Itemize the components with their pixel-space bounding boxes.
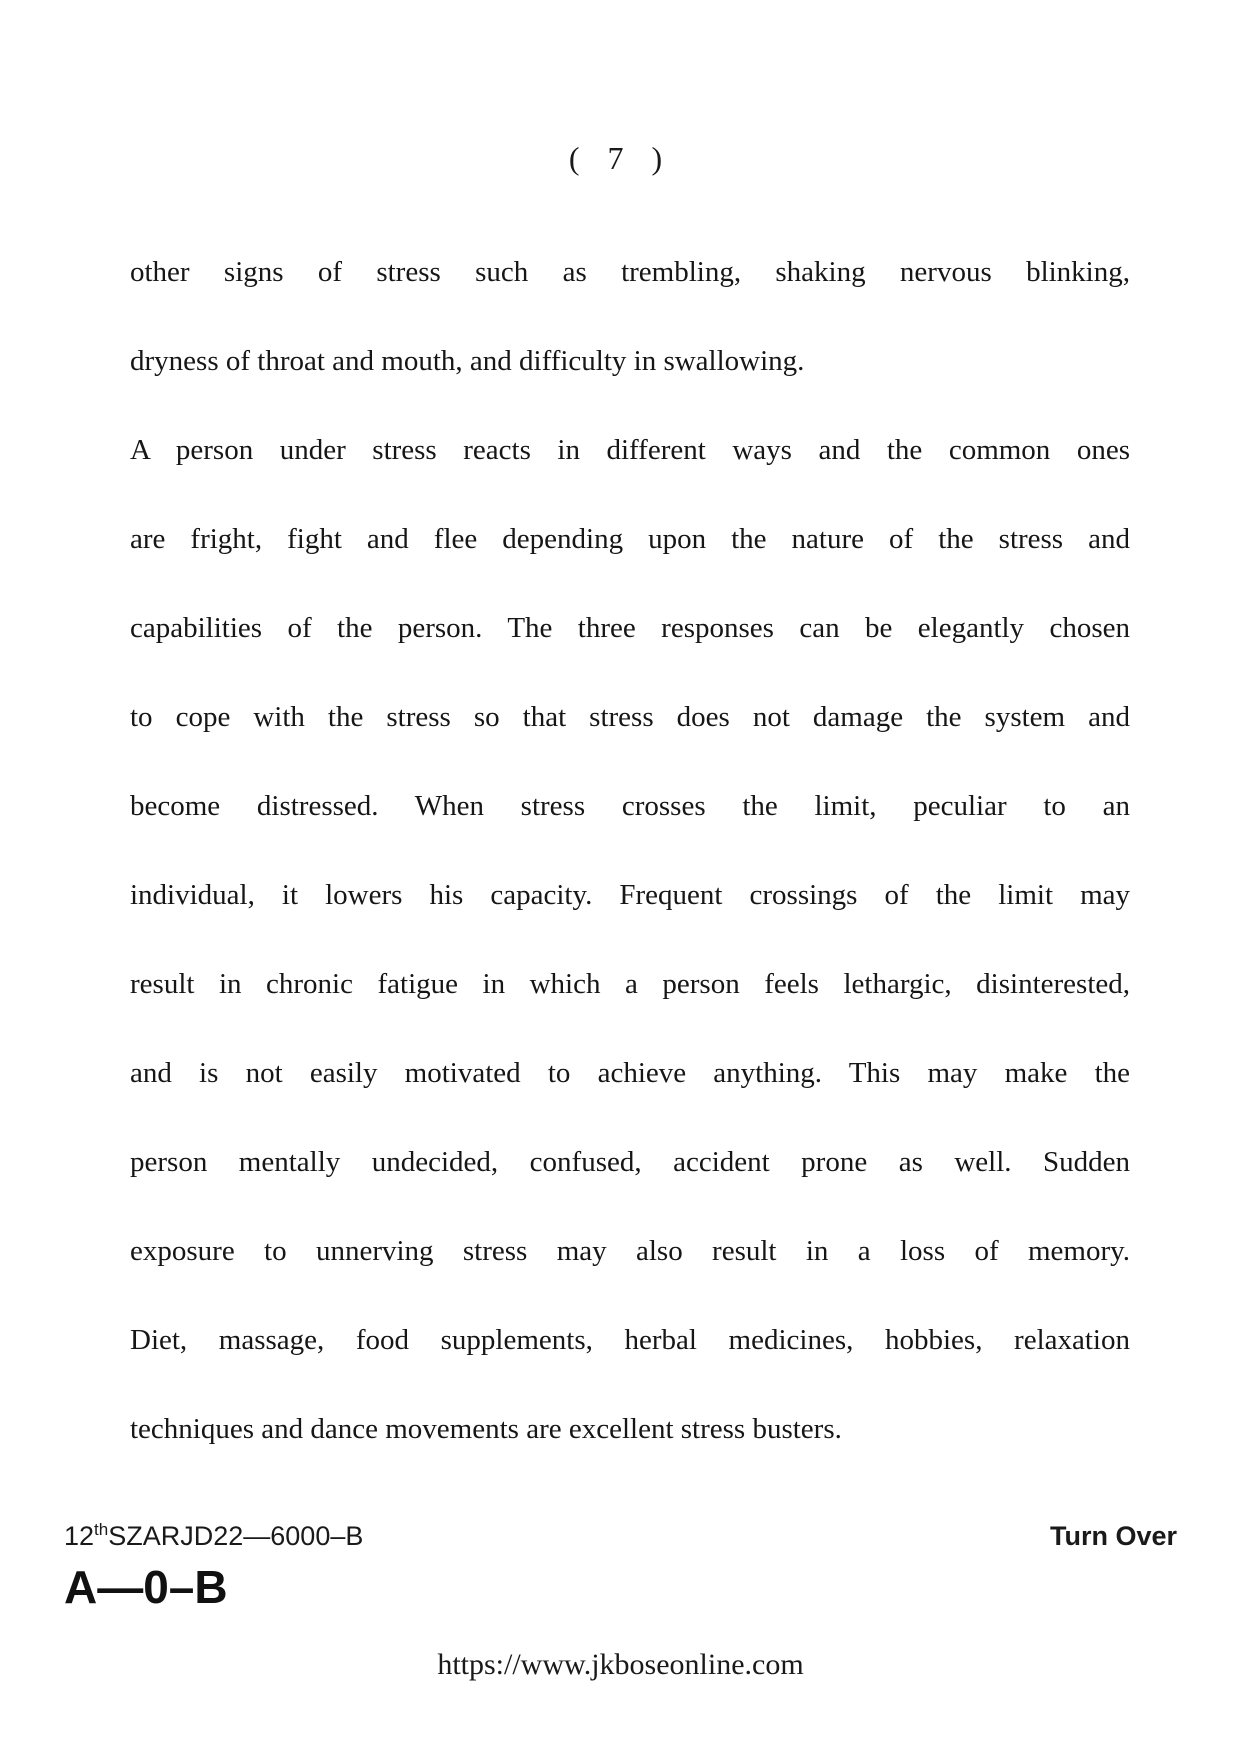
text-line: person mentally undecided, confused, accident prone as well. Sudden [130,1146,1130,1178]
text-line: individual, it lowers his capacity. Frequent crossings of the limit may [130,879,1130,911]
text-line: to cope with the stress so that stress does not damage the system and [130,701,1130,733]
source-url: https://www.jkboseonline.com [437,1648,804,1681]
text-line: Diet, massage, food supplements, herbal medicines, hobbies, relaxation [130,1324,1130,1356]
text-line: dryness of throat and mouth, and difficulty in swallowing. [130,345,805,377]
paper-code-prefix: 12 [64,1521,95,1551]
text-line: capabilities of the person. The three responses can be elegantly chosen [130,612,1130,644]
text-line: other signs of stress such as trembling, shaking nervous blinking, [130,256,1130,288]
set-code: A—0–B [64,1561,228,1613]
text-line: are fright, fight and flee depending upon the nature of the stress and [130,523,1130,555]
paper-code-suffix: SZARJD22—6000–B [108,1521,364,1551]
page-number: ( 7 ) [568,140,673,176]
text-line: become distressed. When stress crosses the limit, peculiar to an [130,790,1130,822]
text-line: result in chronic fatigue in which a person feels lethargic, disinterested, [130,968,1130,1000]
text-line: and is not easily motivated to achieve anything. This may make the [130,1057,1130,1089]
text-line: A person under stress reacts in different ways and the common ones [130,434,1130,466]
paper-code [64,1520,363,1552]
paper-code-sup: th [94,1520,109,1539]
text-line: techniques and dance movements are excellent stress busters. [130,1413,842,1445]
text-line: exposure to unnerving stress may also result in a loss of memory. [130,1235,1130,1267]
turn-over-label: Turn Over [1049,1521,1177,1551]
body-text [130,252,1130,1498]
